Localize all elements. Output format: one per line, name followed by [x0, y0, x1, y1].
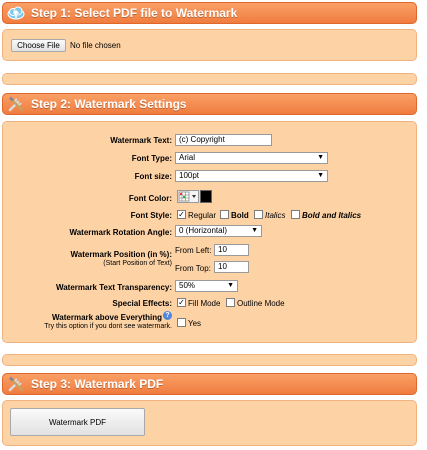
- transparency-label: Watermark Text Transparency:: [55, 283, 172, 292]
- font-style-regular-label: Regular: [188, 211, 217, 220]
- font-type-label: Font Type:: [131, 154, 172, 163]
- font-style-label: Font Style:: [130, 211, 172, 220]
- file-status-text: No file chosen: [70, 41, 121, 50]
- outline-mode-checkbox[interactable]: [226, 298, 235, 307]
- watermark-text-label: Watermark Text:: [110, 136, 172, 145]
- chevron-down-icon: ▼: [317, 172, 324, 179]
- tools-icon: [7, 95, 25, 113]
- position-label: Watermark Position (in %):: [70, 250, 172, 259]
- position-sublabel: (Start Position of Text): [103, 260, 172, 267]
- fill-mode-label: Fill Mode: [188, 299, 221, 308]
- from-left-label: From Left:: [175, 246, 212, 255]
- choose-file-button[interactable]: Choose File: [11, 39, 66, 52]
- font-style-bold-italics-checkbox[interactable]: [291, 210, 300, 219]
- step3-title: Step 3: Watermark PDF: [31, 377, 164, 391]
- step1-title: Step 1: Select PDF file to Watermark: [31, 6, 238, 20]
- step1-header: [2, 2, 417, 24]
- help-icon[interactable]: ?: [163, 311, 172, 320]
- above-everything-yes-label: Yes: [188, 319, 202, 328]
- font-style-regular-checkbox[interactable]: ✓: [178, 210, 185, 219]
- font-size-select[interactable]: [175, 170, 328, 182]
- watermark-text-input[interactable]: (c) Copyright: [175, 134, 272, 146]
- watermark-pdf-button[interactable]: Watermark PDF: [10, 408, 145, 436]
- font-style-italics-label: Italics: [265, 211, 286, 220]
- color-picker-button[interactable]: [177, 190, 199, 203]
- step2-spacer-bar: [2, 354, 417, 366]
- font-style-bold-italics-label: Bold and Italics: [302, 211, 362, 220]
- transparency-select[interactable]: [175, 280, 238, 292]
- step2-header: [2, 93, 417, 115]
- from-top-input[interactable]: 10: [214, 261, 249, 273]
- chevron-down-icon: ▼: [227, 282, 234, 289]
- rotation-label: Watermark Rotation Angle:: [69, 228, 172, 237]
- rotation-select[interactable]: [175, 225, 262, 237]
- color-grid-icon: [178, 191, 198, 202]
- font-style-bold-label: Bold: [231, 211, 249, 220]
- step3-header: [2, 373, 417, 395]
- upload-cloud-icon: [7, 4, 25, 22]
- font-style-italics-checkbox[interactable]: [254, 210, 263, 219]
- step2-title: Step 2: Watermark Settings: [31, 97, 187, 111]
- transparency-value: 50%: [179, 281, 196, 290]
- font-style-bold-checkbox[interactable]: [220, 210, 229, 219]
- font-type-select[interactable]: [175, 152, 328, 164]
- from-left-input[interactable]: 10: [214, 244, 249, 256]
- font-size-label: Font size:: [134, 172, 172, 181]
- chevron-down-icon: ▼: [251, 227, 258, 234]
- font-type-value: Arial: [179, 153, 196, 162]
- fill-mode-checkbox[interactable]: ✓: [178, 298, 185, 307]
- outline-mode-label: Outline Mode: [237, 299, 285, 308]
- tools-icon: [7, 375, 25, 393]
- above-everything-hint: Try this option if you dont see watermark.: [44, 323, 172, 330]
- rotation-value: 0 (Horizontal): [179, 226, 228, 235]
- above-everything-label: Watermark above Everything: [52, 313, 162, 322]
- font-color-swatch[interactable]: [200, 190, 212, 203]
- above-everything-checkbox[interactable]: [177, 318, 186, 327]
- font-color-label: Font Color:: [128, 194, 172, 203]
- font-size-value: 100pt: [179, 171, 200, 180]
- from-top-label: From Top:: [175, 264, 211, 273]
- step1-spacer-bar: [2, 73, 417, 85]
- chevron-down-icon: ▼: [317, 154, 324, 161]
- effects-label: Special Effects:: [112, 299, 172, 308]
